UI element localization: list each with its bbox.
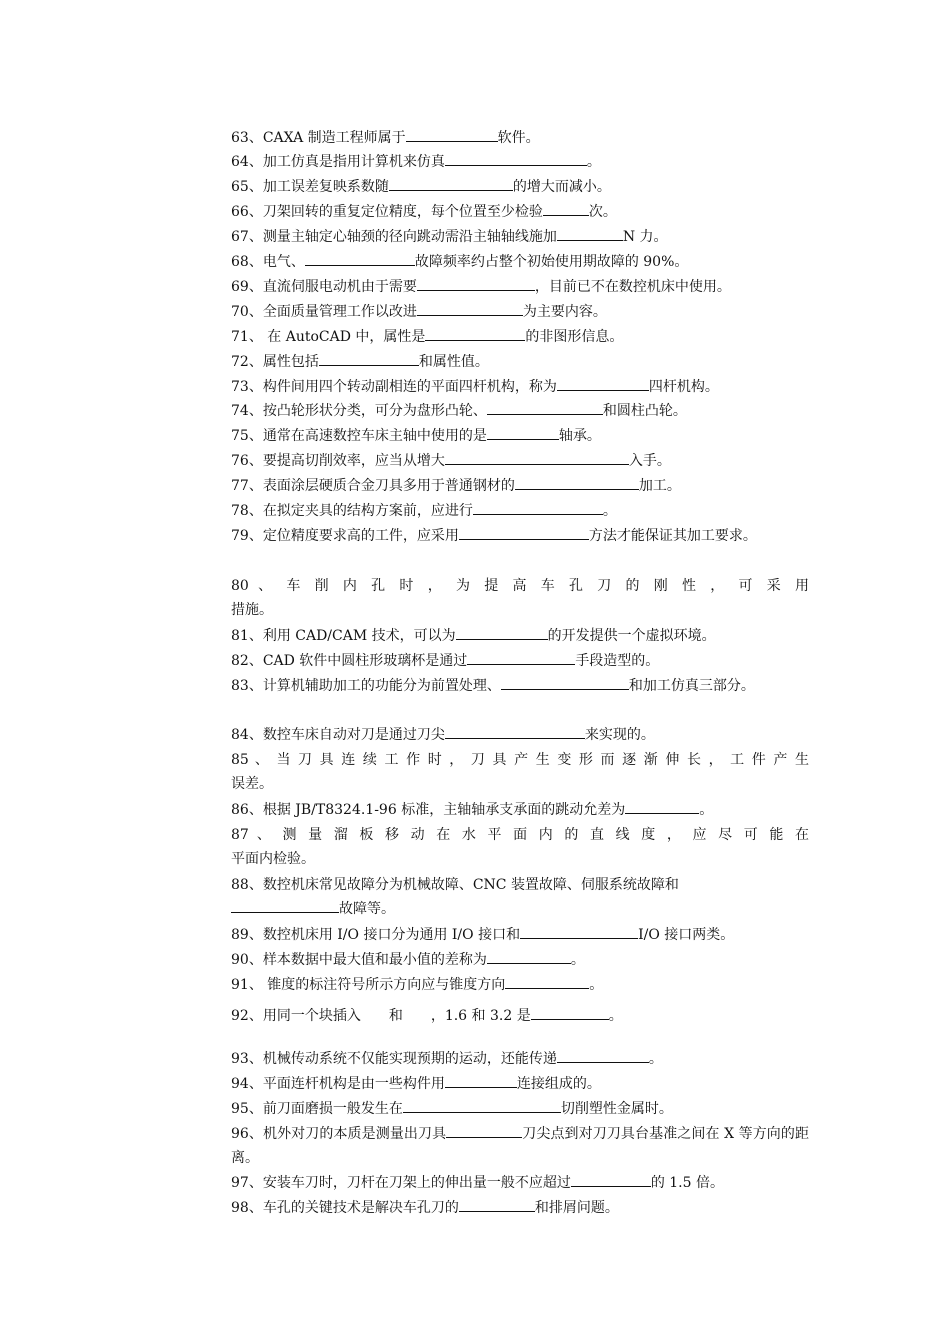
answer-blank bbox=[487, 948, 571, 964]
question-80: 80 、 车 削 内 孔 时 ， 为 提 高 车 孔 刀 的 刚 性 ， 可 采 用 措施。 bbox=[231, 578, 809, 618]
question-96: 96、机外对刀的本质是测量出刀具 刀尖点到对刀刀具台基准之间在 X 等方向的距离。 bbox=[231, 1122, 809, 1170]
answer-blank bbox=[531, 1004, 609, 1020]
answer-blank bbox=[305, 250, 415, 266]
answer-blank bbox=[425, 325, 525, 341]
answer-blank bbox=[459, 1196, 535, 1212]
question-76: 76、要提高切削效率，应当从增大 入手。 bbox=[231, 449, 809, 473]
answer-blank bbox=[445, 723, 585, 739]
question-81: 81、利用 CAD/CAM 技术，可以为 的开发提供一个虚拟环境。 bbox=[231, 624, 809, 648]
answer-blank bbox=[557, 1047, 649, 1063]
answer-blank bbox=[389, 175, 513, 191]
answer-blank bbox=[473, 499, 603, 515]
answer-blank bbox=[445, 1072, 517, 1088]
question-71: 71、 在 AutoCAD 中，属性是 的非图形信息。 bbox=[231, 325, 809, 349]
answer-blank bbox=[515, 474, 639, 490]
answer-blank bbox=[543, 200, 589, 216]
answer-blank bbox=[403, 1097, 561, 1113]
question-79: 79、定位精度要求高的工件，应采用 方法才能保证其加工要求。 bbox=[231, 524, 809, 548]
question-82: 82、CAD 软件中圆柱形玻璃杯是通过 手段造型的。 bbox=[231, 649, 809, 673]
answer-blank bbox=[417, 300, 523, 316]
question-93: 93、机械传动系统不仅能实现预期的运动，还能传递 。 bbox=[231, 1047, 809, 1071]
answer-blank bbox=[445, 150, 587, 166]
answer-blank bbox=[456, 624, 548, 640]
question-95: 95、前刀面磨损一般发生在 切削塑性金属时。 bbox=[231, 1097, 809, 1121]
answer-blank bbox=[501, 674, 629, 690]
answer-blank bbox=[571, 1171, 651, 1187]
answer-blank bbox=[459, 524, 589, 540]
answer-blank bbox=[467, 649, 575, 665]
question-66: 66、刀架回转的重复定位精度，每个位置至少检验 次。 bbox=[231, 200, 809, 224]
question-70: 70、全面质量管理工作以改进 为主要内容。 bbox=[231, 300, 809, 324]
question-94: 94、平面连杆机构是由一些构件用 连接组成的。 bbox=[231, 1072, 809, 1096]
answer-blank bbox=[625, 798, 699, 814]
question-89: 89、数控机床用 I/O 接口分为通用 I/O 接口和 I/O 接口两类。 bbox=[231, 923, 809, 947]
answer-blank bbox=[505, 973, 589, 989]
question-87: 87 、 测 量 溜 板 移 动 在 水 平 面 内 的 直 线 度 ， 应 尽 可 能 在 平面内检验。 bbox=[231, 827, 809, 867]
question-78: 78、在拟定夹具的结构方案前，应进行 。 bbox=[231, 499, 809, 523]
answer-blank bbox=[487, 399, 603, 415]
question-65: 65、加工误差复映系数随 的增大而减小。 bbox=[231, 175, 809, 199]
question-77: 77、表面涂层硬质合金刀具多用于普通钢材的 加工。 bbox=[231, 474, 809, 498]
question-75: 75、通常在高速数控车床主轴中使用的是 轴承。 bbox=[231, 424, 809, 448]
question-72: 72、属性包括 和属性值。 bbox=[231, 350, 809, 374]
question-73: 73、构件间用四个转动副相连的平面四杆机构，称为 四杆机构。 bbox=[231, 375, 809, 399]
answer-blank bbox=[319, 350, 419, 366]
question-88: 88、数控机床常见故障分为机械故障、CNC 装置故障、伺服系统故障和 故障等。 bbox=[231, 877, 679, 917]
question-97: 97、安装车刀时，刀杆在刀架上的伸出量一般不应超过 的 1.5 倍。 bbox=[231, 1171, 809, 1195]
question-63: 63、CAXA 制造工程师属于 软件。 bbox=[231, 126, 809, 150]
answer-blank bbox=[446, 1122, 522, 1138]
answer-blank bbox=[417, 275, 535, 291]
question-83: 83、计算机辅助加工的功能分为前置处理、 和加工仿真三部分。 bbox=[231, 674, 809, 698]
question-69: 69、直流伺服电动机由于需要 ，目前已不在数控机床中使用。 bbox=[231, 275, 809, 299]
answer-blank bbox=[445, 449, 629, 465]
question-74: 74、按凸轮形状分类，可分为盘形凸轮、 和圆柱凸轮。 bbox=[231, 399, 809, 423]
answer-blank bbox=[520, 923, 638, 939]
question-92: 92、用同一个块插入 和 ，1.6 和 3.2 是 。 bbox=[231, 1004, 809, 1028]
answer-blank bbox=[406, 126, 498, 142]
question-98: 98、车孔的关键技术是解决车孔刀的 和排屑问题。 bbox=[231, 1196, 809, 1220]
question-85: 85 、 当 刀 具 连 续 工 作 时 ， 刀 具 产 生 变 形 而 逐 渐 伸 长 ， 工 件 产 生 误差。 bbox=[231, 752, 809, 792]
answer-blank bbox=[557, 225, 623, 241]
answer-blank bbox=[487, 424, 559, 440]
question-64: 64、加工仿真是指用计算机来仿真 。 bbox=[231, 150, 809, 174]
question-86: 86、根据 JB/T8324.1-96 标准，主轴轴承支承面的跳动允差为 。 bbox=[231, 798, 809, 822]
question-68: 68、电气、 故障频率约占整个初始使用期故障的 90%。 bbox=[231, 250, 809, 274]
answer-blank bbox=[231, 897, 339, 913]
answer-blank bbox=[557, 375, 649, 391]
question-91: 91、 锥度的标注符号所示方向应与锥度方向 。 bbox=[231, 973, 809, 997]
question-90: 90、样本数据中最大值和最小值的差称为 。 bbox=[231, 948, 809, 972]
question-84: 84、数控车床自动对刀是通过刀尖 来实现的。 bbox=[231, 723, 809, 747]
question-67: 67、测量主轴定心轴颈的径向跳动需沿主轴轴线施加 N 力。 bbox=[231, 225, 809, 249]
